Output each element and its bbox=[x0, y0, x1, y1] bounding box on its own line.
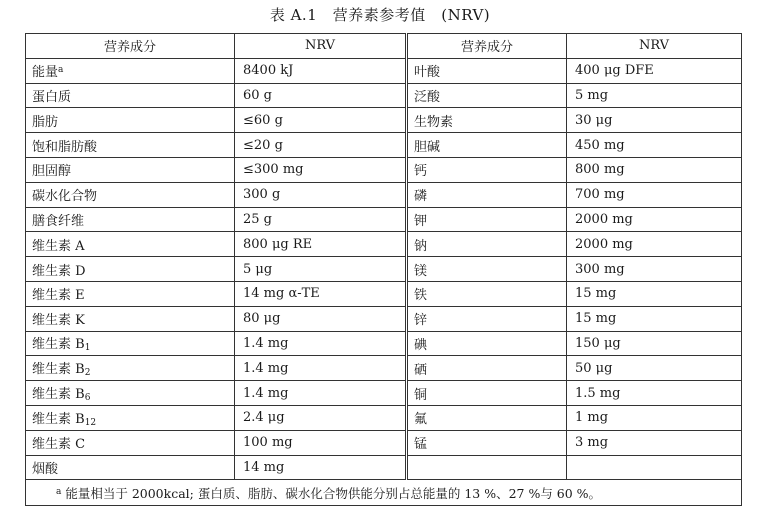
left-nutrient-label: 饱和脂肪酸 bbox=[32, 139, 98, 155]
left-nutrient-name bbox=[26, 381, 235, 406]
left-nrv-value: 25 g bbox=[235, 207, 407, 232]
table-row bbox=[26, 356, 742, 381]
left-nrv-value: ≤60 g bbox=[235, 108, 407, 133]
table-row bbox=[26, 157, 742, 182]
left-nutrient-label: 膳食纤维 bbox=[32, 213, 85, 229]
nrv-table bbox=[25, 33, 742, 506]
table-row bbox=[26, 281, 742, 306]
right-nutrient-label: 锌 bbox=[414, 313, 428, 329]
left-nutrient-label: 维生素 D bbox=[32, 263, 86, 279]
left-nrv-value: 1.4 mg bbox=[235, 356, 407, 381]
right-nrv-value bbox=[567, 455, 742, 480]
left-nrv-value: 14 mg bbox=[235, 455, 407, 480]
table-row bbox=[26, 108, 742, 133]
left-nrv-value: ≤20 g bbox=[235, 133, 407, 158]
right-nutrient-label: 硒 bbox=[414, 362, 428, 378]
table-row bbox=[26, 207, 742, 232]
header-right-value: NRV bbox=[567, 34, 742, 59]
left-nutrient-name bbox=[26, 455, 235, 480]
left-nutrient-subscript: 6 bbox=[84, 393, 91, 404]
table-row bbox=[26, 58, 742, 83]
left-nrv-value: 100 mg bbox=[235, 430, 407, 455]
right-nrv-value: 15 mg bbox=[567, 306, 742, 331]
table-row bbox=[26, 331, 742, 356]
right-nutrient-label: 生物素 bbox=[414, 114, 454, 130]
right-nrv-value: 15 mg bbox=[567, 281, 742, 306]
table-row bbox=[26, 381, 742, 406]
left-nutrient-label: 维生素 E bbox=[32, 288, 85, 304]
left-nutrient-subscript: 2 bbox=[84, 368, 91, 379]
left-nutrient-name bbox=[26, 331, 235, 356]
right-nutrient-name bbox=[407, 83, 567, 108]
left-nutrient-name bbox=[26, 405, 235, 430]
left-nutrient-label: 维生素 B bbox=[32, 411, 85, 427]
table-row bbox=[26, 83, 742, 108]
right-nrv-value: 30 μg bbox=[567, 108, 742, 133]
right-nutrient-label: 泛酸 bbox=[414, 89, 441, 105]
table-row bbox=[26, 430, 742, 455]
footnote-marker: a bbox=[56, 486, 62, 497]
right-nutrient-label: 叶酸 bbox=[414, 65, 441, 81]
left-nrv-value: 800 μg RE bbox=[235, 232, 407, 257]
right-nutrient-label: 钠 bbox=[414, 238, 428, 254]
right-nrv-value: 800 mg bbox=[567, 157, 742, 182]
right-nrv-value: 450 mg bbox=[567, 133, 742, 158]
right-nutrient-label: 铁 bbox=[414, 288, 428, 304]
right-nrv-value: 2000 mg bbox=[567, 232, 742, 257]
right-nrv-value: 3 mg bbox=[567, 430, 742, 455]
right-nutrient-name bbox=[407, 157, 567, 182]
right-nrv-value: 1 mg bbox=[567, 405, 742, 430]
table-row bbox=[26, 232, 742, 257]
right-nutrient-name bbox=[407, 58, 567, 83]
left-nutrient-label: 维生素 B bbox=[32, 362, 85, 378]
right-nutrient-name bbox=[407, 306, 567, 331]
left-nrv-value: 80 μg bbox=[235, 306, 407, 331]
header-left-name: 营养成分 bbox=[26, 34, 235, 59]
right-nutrient-label: 钙 bbox=[414, 164, 428, 180]
left-nutrient-name bbox=[26, 281, 235, 306]
left-nutrient-label: 烟酸 bbox=[32, 461, 59, 477]
right-nutrient-name bbox=[407, 381, 567, 406]
left-nutrient-name bbox=[26, 257, 235, 282]
right-nutrient-name bbox=[407, 232, 567, 257]
right-nutrient-label: 胆碱 bbox=[414, 139, 441, 155]
right-nrv-value: 1.5 mg bbox=[567, 381, 742, 406]
left-nrv-value: 60 g bbox=[235, 83, 407, 108]
left-nutrient-name bbox=[26, 83, 235, 108]
left-nutrient-name bbox=[26, 232, 235, 257]
table-row bbox=[26, 133, 742, 158]
right-nutrient-name bbox=[407, 108, 567, 133]
left-nutrient-label: 维生素 B bbox=[32, 337, 85, 353]
left-nutrient-name bbox=[26, 306, 235, 331]
footnote bbox=[26, 480, 742, 506]
left-nrv-value: 8400 kJ bbox=[235, 58, 407, 83]
table-row bbox=[26, 257, 742, 282]
right-nutrient-label: 钾 bbox=[414, 213, 428, 229]
right-nutrient-name bbox=[407, 405, 567, 430]
right-nutrient-label: 磷 bbox=[414, 189, 428, 205]
left-nutrient-name bbox=[26, 182, 235, 207]
left-nrv-value: 2.4 μg bbox=[235, 405, 407, 430]
footnote-row bbox=[26, 480, 742, 506]
left-nutrient-subscript: 1 bbox=[84, 343, 91, 354]
left-nutrient-name bbox=[26, 207, 235, 232]
header-row bbox=[26, 34, 742, 59]
table-title: 表 A.1 营养素参考值 (NRV) bbox=[269, 6, 491, 24]
left-nutrient-label: 蛋白质 bbox=[32, 89, 72, 105]
left-nrv-value: 1.4 mg bbox=[235, 381, 407, 406]
left-nutrient-label: 胆固醇 bbox=[32, 164, 72, 180]
right-nutrient-name bbox=[407, 356, 567, 381]
left-nutrient-name bbox=[26, 133, 235, 158]
right-nutrient-name bbox=[407, 207, 567, 232]
right-nutrient-name bbox=[407, 455, 567, 480]
right-nutrient-label: 镁 bbox=[414, 263, 428, 279]
right-nrv-value: 700 mg bbox=[567, 182, 742, 207]
left-nutrient-label: 碳水化合物 bbox=[32, 189, 98, 205]
header-left-value: NRV bbox=[235, 34, 407, 59]
right-nutrient-label: 碘 bbox=[414, 337, 428, 353]
footnote-text: 能量相当于 2000kcal; 蛋白质、脂肪、碳水化合物供能分别占总能量的 13 %、27 %与 60 %。 bbox=[61, 485, 602, 501]
right-nutrient-label: 锰 bbox=[414, 437, 428, 453]
table-row bbox=[26, 455, 742, 480]
left-nutrient-name bbox=[26, 58, 235, 83]
right-nrv-value: 150 μg bbox=[567, 331, 742, 356]
table-row bbox=[26, 182, 742, 207]
left-nutrient-name bbox=[26, 157, 235, 182]
left-nrv-value: ≤300 mg bbox=[235, 157, 407, 182]
right-nutrient-name bbox=[407, 257, 567, 282]
left-nrv-value: 1.4 mg bbox=[235, 331, 407, 356]
right-nutrient-label: 铜 bbox=[414, 387, 428, 403]
right-nrv-value: 2000 mg bbox=[567, 207, 742, 232]
right-nrv-value: 300 mg bbox=[567, 257, 742, 282]
left-nutrient-label: 维生素 K bbox=[32, 313, 85, 329]
left-nrv-value: 14 mg α-TE bbox=[235, 281, 407, 306]
right-nutrient-label: 氟 bbox=[414, 412, 428, 428]
left-nutrient-name bbox=[26, 430, 235, 455]
left-nutrient-label: 脂肪 bbox=[32, 114, 59, 130]
left-nutrient-subscript: 12 bbox=[84, 417, 97, 428]
left-nutrient-footnote-marker: a bbox=[58, 65, 64, 76]
right-nrv-value: 400 μg DFE bbox=[567, 58, 742, 83]
right-nutrient-name bbox=[407, 133, 567, 158]
left-nrv-value: 300 g bbox=[235, 182, 407, 207]
right-nutrient-name bbox=[407, 331, 567, 356]
table-row bbox=[26, 405, 742, 430]
left-nrv-value: 5 μg bbox=[235, 257, 407, 282]
left-nutrient-label: 能量 bbox=[32, 65, 59, 81]
table-row bbox=[26, 306, 742, 331]
left-nutrient-name bbox=[26, 356, 235, 381]
right-nrv-value: 50 μg bbox=[567, 356, 742, 381]
right-nutrient-name bbox=[407, 182, 567, 207]
header-right-name: 营养成分 bbox=[407, 34, 567, 59]
left-nutrient-label: 维生素 C bbox=[32, 437, 86, 453]
left-nutrient-label: 维生素 A bbox=[32, 238, 85, 254]
right-nrv-value: 5 mg bbox=[567, 83, 742, 108]
right-nutrient-name bbox=[407, 281, 567, 306]
right-nutrient-name bbox=[407, 430, 567, 455]
left-nutrient-label: 维生素 B bbox=[32, 387, 85, 403]
left-nutrient-name bbox=[26, 108, 235, 133]
